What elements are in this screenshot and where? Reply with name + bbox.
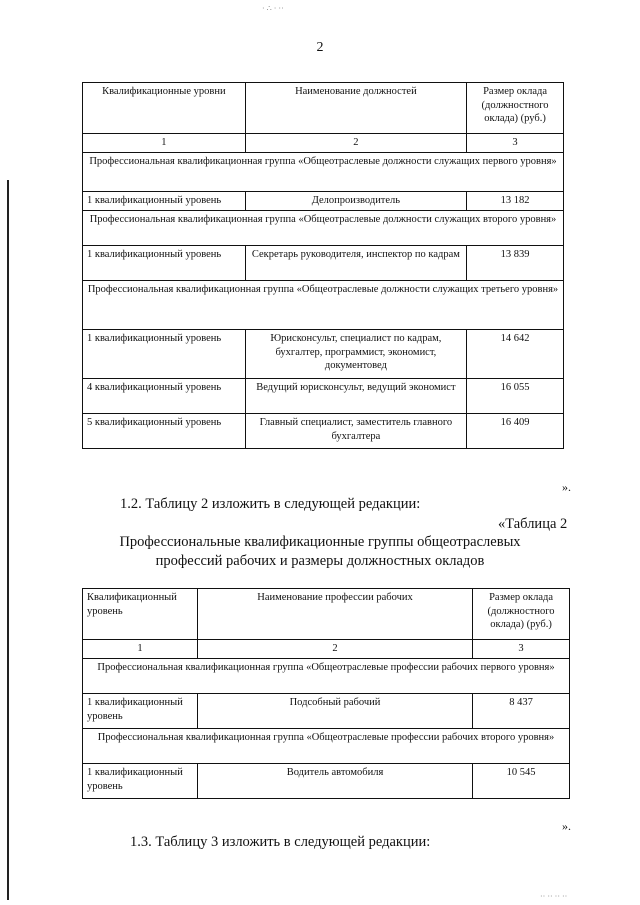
salary-cell: 8 437 bbox=[473, 694, 570, 729]
table-row bbox=[83, 246, 564, 281]
position-cell: Главный специалист, заместитель главного бухгалтера bbox=[245, 414, 466, 449]
col-number: 3 bbox=[473, 640, 570, 659]
paragraph-1-3: 1.3. Таблицу 3 изложить в следующей редакции: bbox=[130, 834, 431, 850]
position-cell: Делопроизводитель bbox=[245, 192, 466, 211]
col-header-salary: Размер оклада (должностного оклада) (руб.) bbox=[467, 83, 564, 134]
col-header-qualification-level: Квалификационные уровни bbox=[83, 83, 246, 134]
column-number-row bbox=[83, 640, 570, 659]
group-row bbox=[83, 211, 564, 246]
table2-closing-quote: ». bbox=[562, 819, 571, 833]
col-number: 3 bbox=[467, 134, 564, 153]
level-cell: 1 квалификационный уровень bbox=[83, 764, 198, 799]
group-title: Профессиональная квалификационная группа «Общеотраслевые должности служащих первого уровня» bbox=[83, 153, 564, 192]
position-cell: Секретарь руководителя, инспектор по кадрам bbox=[245, 246, 466, 281]
group-title: Профессиональная квалификационная группа «Общеотраслевые профессии рабочих первого уровня» bbox=[83, 659, 570, 694]
salary-cell: 14 642 bbox=[467, 330, 564, 379]
salary-cell: 16 055 bbox=[467, 379, 564, 414]
table2-title-line2: профессий рабочих и размеры должностных окладов bbox=[155, 553, 485, 569]
group-title: Профессиональная квалификационная группа «Общеотраслевые должности служащих третьего уровня» bbox=[83, 281, 564, 330]
salary-cell: 13 182 bbox=[467, 192, 564, 211]
level-cell: 1 квалификационный уровень bbox=[83, 192, 246, 211]
col-number: 2 bbox=[245, 134, 466, 153]
position-cell: Ведущий юрисконсульт, ведущий экономист bbox=[245, 379, 466, 414]
paragraph-1-2: 1.2. Таблицу 2 изложить в следующей редакции: bbox=[120, 496, 421, 512]
scan-artifact-bottom: ·· ·· ·· ·· bbox=[540, 892, 568, 901]
group-row bbox=[83, 659, 570, 694]
col-header-qualification-level: Квалификационный уровень bbox=[83, 589, 198, 640]
column-number-row bbox=[83, 134, 564, 153]
level-cell: 4 квалификационный уровень bbox=[83, 379, 246, 414]
group-title: Профессиональная квалификационная группа «Общеотраслевые должности служащих второго уровня» bbox=[83, 211, 564, 246]
salary-cell: 16 409 bbox=[467, 414, 564, 449]
group-row bbox=[83, 153, 564, 192]
salary-cell: 10 545 bbox=[473, 764, 570, 799]
table-row bbox=[83, 694, 570, 729]
level-cell: 1 квалификационный уровень bbox=[83, 330, 246, 379]
table-row bbox=[83, 379, 564, 414]
group-row bbox=[83, 729, 570, 764]
col-header-profession-name: Наименование профессии рабочих bbox=[197, 589, 472, 640]
table1-closing-quote: ». bbox=[562, 480, 571, 494]
scan-artifact-top: · ∴ · ·· bbox=[262, 4, 284, 13]
page-number: 2 bbox=[316, 40, 324, 55]
level-cell: 1 квалификационный уровень bbox=[83, 694, 198, 729]
table-header-row bbox=[83, 589, 570, 640]
profession-cell: Подсобный рабочий bbox=[197, 694, 472, 729]
col-header-position-name: Наименование должностей bbox=[245, 83, 466, 134]
salary-table-employees bbox=[82, 82, 564, 449]
col-header-salary: Размер оклада (должностного оклада) (руб.) bbox=[473, 589, 570, 640]
col-number: 1 bbox=[83, 640, 198, 659]
profession-cell: Водитель автомобиля bbox=[197, 764, 472, 799]
group-row bbox=[83, 281, 564, 330]
group-title: Профессиональная квалификационная группа «Общеотраслевые профессии рабочих второго уровня» bbox=[83, 729, 570, 764]
salary-table-workers bbox=[82, 588, 570, 799]
table2-label: «Таблица 2 bbox=[498, 516, 568, 532]
table-row bbox=[83, 414, 564, 449]
col-number: 1 bbox=[83, 134, 246, 153]
table-row bbox=[83, 192, 564, 211]
table-row bbox=[83, 330, 564, 379]
table-row bbox=[83, 764, 570, 799]
table2-title-line1: Профессиональные квалификационные группы общеотраслевых bbox=[119, 534, 521, 550]
level-cell: 1 квалификационный уровень bbox=[83, 246, 246, 281]
position-cell: Юрисконсульт, специалист по кадрам, бухгалтер, программист, экономист, документовед bbox=[245, 330, 466, 379]
salary-cell: 13 839 bbox=[467, 246, 564, 281]
col-number: 2 bbox=[197, 640, 472, 659]
level-cell: 5 квалификационный уровень bbox=[83, 414, 246, 449]
table-header-row bbox=[83, 83, 564, 134]
